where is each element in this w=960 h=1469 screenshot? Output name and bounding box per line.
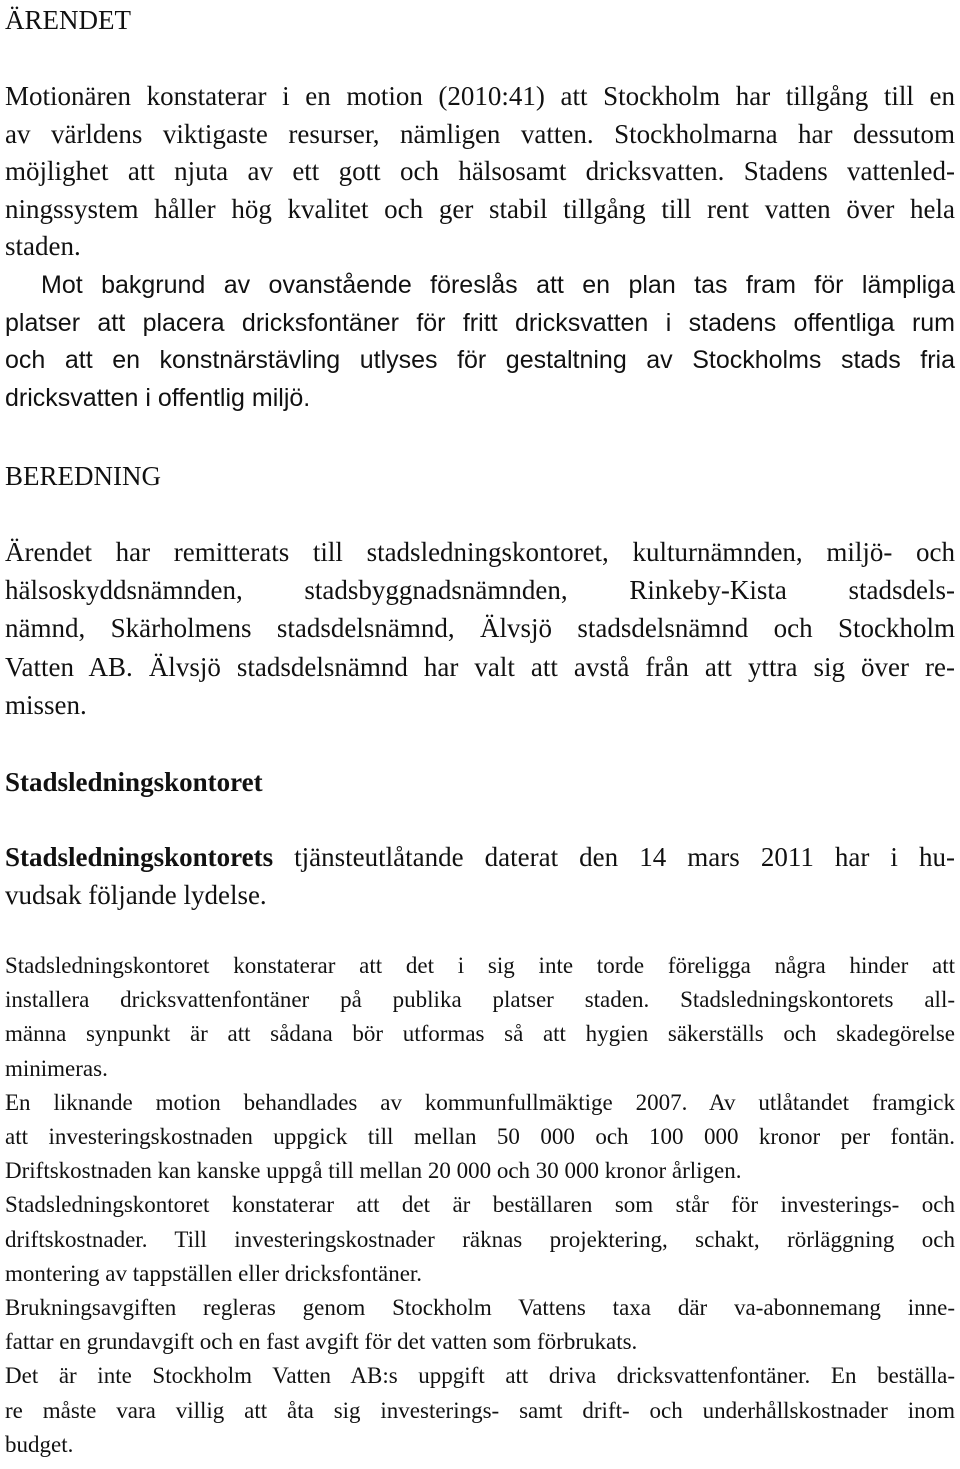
text-line: nämnd, Skärholmens stadsdelsnämnd, Älvsjö stadsdelsnämnd och Stockholm — [5, 613, 955, 644]
heading-beredning: BEREDNING — [5, 461, 161, 491]
heading-stadsledningskontoret: Stadsledningskontoret — [5, 767, 263, 797]
text-line: hälsoskyddsnämnden, stadsbyggnadsnämnden, Rinkeby-Kista stadsdels- — [5, 575, 955, 606]
kontorets-paragraph — [5, 838, 955, 914]
text-line: av världens viktigaste resurser, nämligen vatten. Stockholmarna har dessutom — [5, 118, 955, 149]
text-line: montering av tappställen eller dricksfontäner. — [5, 1260, 423, 1286]
text-line: att investeringskostnaden uppgick till mellan 50 000 och 100 000 kronor per fontän. — [5, 1124, 955, 1150]
text-line: installera dricksvattenfontäner på publika platser staden. Stadsledningskontorets all- — [5, 987, 955, 1013]
text-line: och att en konstnärstävling utlyses för gestaltning av Stockholms stads fria — [5, 346, 955, 374]
text-line: Brukningsavgiften regleras genom Stockholm Vattens taxa där va-abonnemang inne- — [5, 1295, 955, 1321]
text-line: re måste vara villig att åta sig investerings- samt drift- och underhållskostnader inom — [5, 1397, 955, 1423]
text-line: platser att placera dricksfontäner för fritt dricksvatten i stadens offentliga rum — [5, 308, 955, 337]
text-line: Vatten AB. Älvsjö stadsdelsnämnd har valt att avstå från att yttra sig över re- — [5, 651, 955, 682]
text-line: En liknande motion behandlades av kommunfullmäktige 2007. Av utlåtandet framgick — [5, 1089, 955, 1115]
text-line: männa synpunkt är att sådana bör utformas så att hygien säkerställs och skadegörelse — [5, 1021, 955, 1047]
text-line: Motionären konstaterar i en motion (2010:41) att Stockholm har tillgång till en — [5, 81, 955, 111]
beredning-paragraph — [5, 533, 955, 724]
heading-arendet: ÄRENDET — [5, 5, 131, 35]
text-line: Mot bakgrund av ovanstående föreslås att en plan tas fram för lämpliga — [41, 271, 955, 299]
body-paragraphs — [5, 949, 955, 1462]
text-line: Stadsledningskontoret konstaterar att det är beställaren som står för investerings- och — [5, 1192, 955, 1218]
text-line: dricksvatten i offentlig miljö. — [5, 383, 311, 412]
bakgrund-paragraph — [5, 267, 955, 417]
text-line: vudsak följande lydelse. — [5, 880, 267, 910]
text-line: staden. — [5, 231, 81, 261]
text-line: fattar en grundavgift och en fast avgift för det vatten som förbrukats. — [5, 1329, 638, 1355]
text-line: Driftskostnaden kan kanske uppgå till mellan 20 000 och 30 000 kronor årligen. — [5, 1158, 742, 1184]
text-line: Ärendet har remitterats till stadsledningskontoret, kulturnämnden, miljö- och — [5, 537, 955, 567]
text-line: Det är inte Stockholm Vatten AB:s uppgift att driva dricksvattenfontäner. En beställa- — [5, 1363, 955, 1389]
text-line — [5, 838, 955, 876]
text-line: budget. — [5, 1431, 74, 1457]
text-line: missen. — [5, 689, 87, 720]
text-line: ningssystem håller hög kvalitet och ger stabil tillgång till rent vatten över hela — [5, 193, 955, 224]
text-line: möjlighet att njuta av ett gott och hälsosamt dricksvatten. Stadens vattenled- — [5, 156, 955, 186]
text-line: driftskostnader. Till investeringskostnader räknas projektering, schakt, rörläggning och — [5, 1226, 955, 1252]
text-line: Stadsledningskontoret konstaterar att det i sig inte torde föreligga några hinder att — [5, 953, 955, 978]
motion-paragraph — [5, 78, 955, 266]
text-line: minimeras. — [5, 1055, 108, 1081]
line-rest: tjänsteutlåtande daterat den 14 mars 2011 har i hu- — [273, 842, 955, 872]
bold-lead: Stadsledningskontorets — [5, 842, 274, 872]
